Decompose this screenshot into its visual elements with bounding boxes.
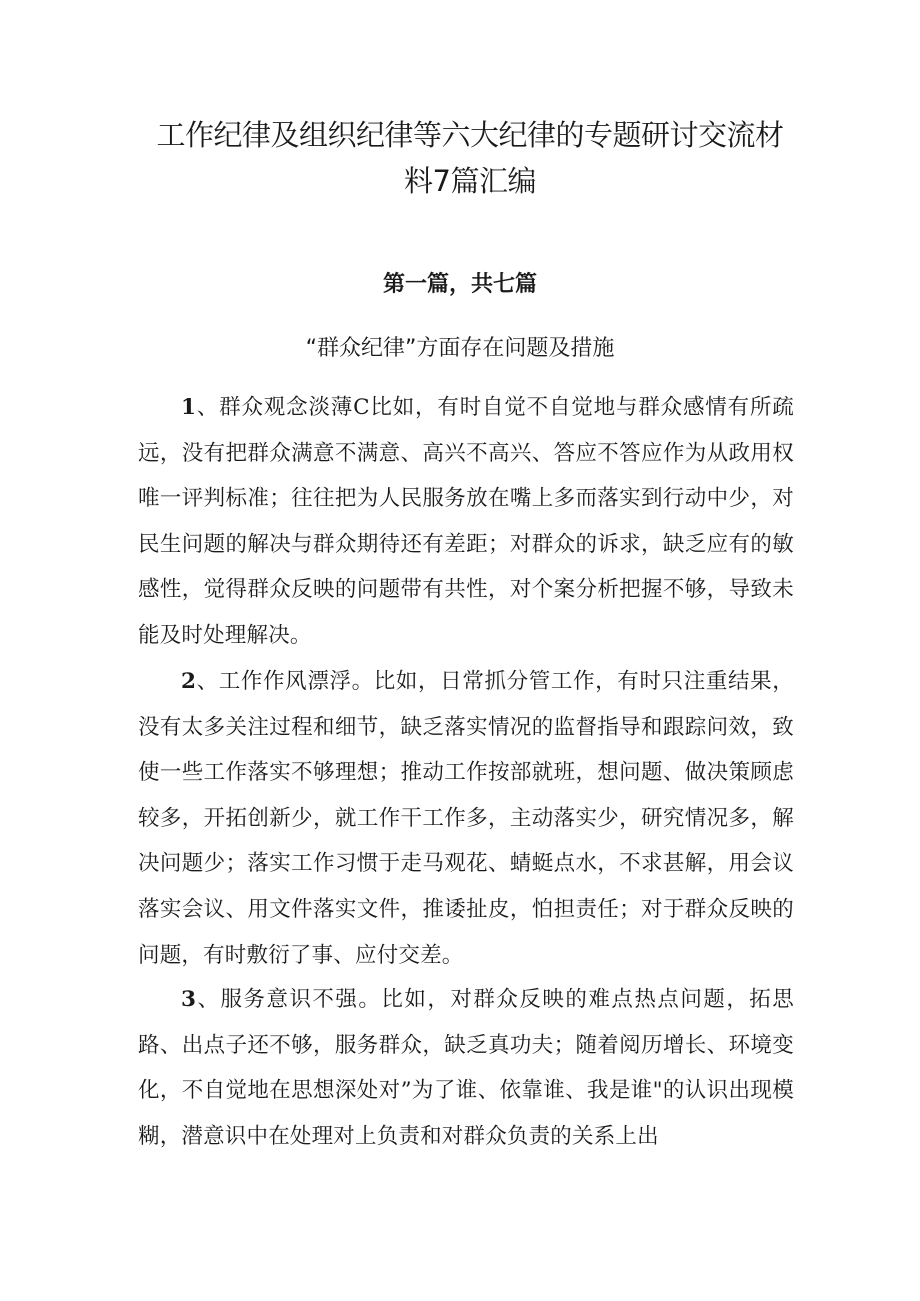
paragraph-1: [138, 385, 794, 659]
paragraph-2-text: 、工作作风漂浮。比如，日常抓分管工作，有时只注重结果，没有太多关注过程和细节，缺乏落实情况的监督指导和跟踪问效，致使一些工作落实不够理想；推动工作按部就班，想问题、做决策顾虑较多，开拓创新少，就工作干工作多，主动落实少，研究情况多，解决问题少；落实工作习惯于走马观花、蜻蜓点水，不求甚解，用会议落实会议、用文件落实文件，推诿扯皮，怕担责任；对于群众反映的问题，有时敷衍了事、应付交差。: [138, 669, 794, 968]
paragraph-3-number: 3: [181, 987, 197, 1012]
document-title-line-1: 工作纪律及组织纪律等六大纪律的专题研讨交流材: [156, 118, 784, 152]
paragraph-2: [138, 659, 794, 978]
document-title-line-2: 料7篇汇编: [404, 164, 536, 198]
part-heading: 第一篇，共七篇: [382, 272, 537, 297]
paragraph-1-number: 1: [181, 395, 197, 420]
paragraph-3: [138, 977, 794, 1159]
document-title: [120, 112, 820, 204]
paragraph-2-number: 2: [181, 669, 197, 694]
section-heading: “群众纪律”方面存在问题及措施: [305, 336, 615, 361]
paragraph-3-text: 、服务意识不强。比如，对群众反映的难点热点问题，拓思路、出点子还不够，服务群众，缺乏真功夫；随着阅历增长、环境变化，不自觉地在思想深处对”为了谁、依靠谁、我是谁"的认识出现模糊，潜意识中在处理对上负责和对群众负责的关系上出: [138, 987, 794, 1149]
paragraph-1-text: 、群众观念淡薄C比如，有时自觉不自觉地与群众感情有所疏远，没有把群众满意不满意、高兴不高兴、答应不答应作为从政用权唯一评判标准；往往把为人民服务放在嘴上多而落实到行动中少，对民生问题的解决与群众期待还有差距；对群众的诉求，缺乏应有的敏感性，觉得群众反映的问题带有共性，对个案分析把握不够，导致未能及时处理解决。: [138, 395, 794, 648]
